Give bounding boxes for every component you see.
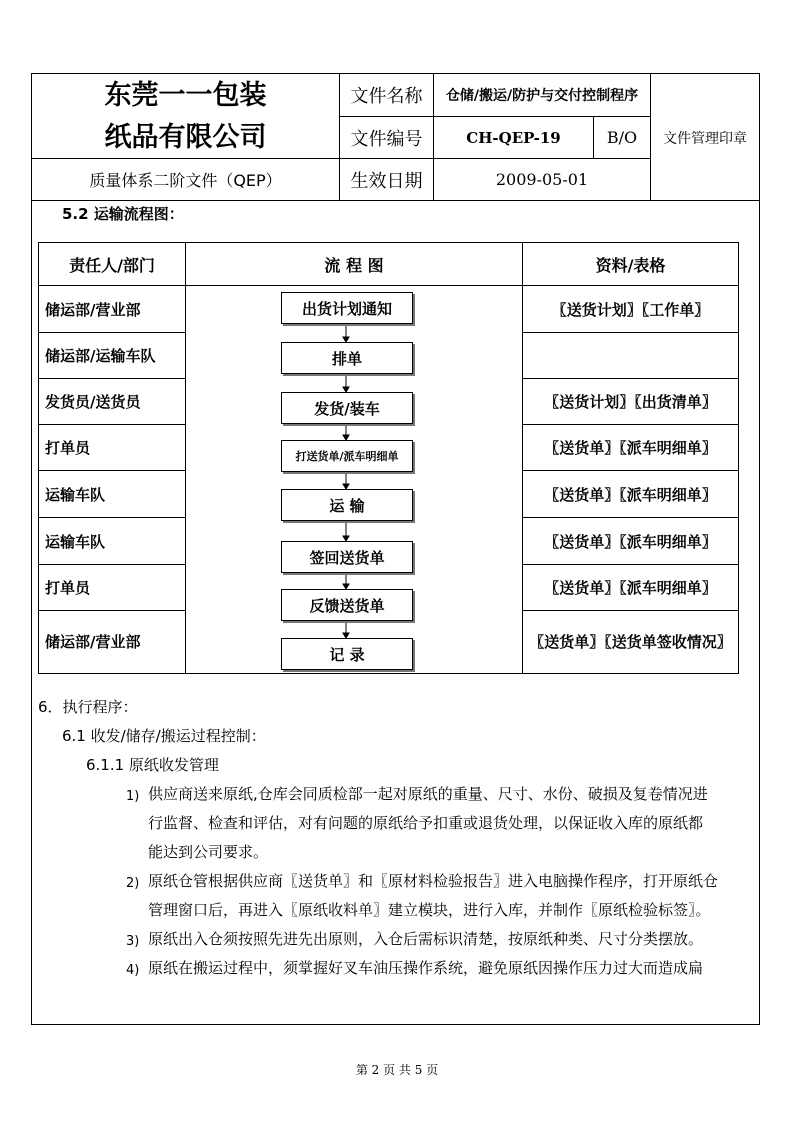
form-cell: 〖送货计划〗〖工作单〗: [551, 300, 710, 319]
flow-step-box: 记 录: [281, 638, 413, 670]
list-item-text: 管理窗口后，再进入〖原纸收料单〗建立模块，进行入库，并制作〖原纸检验标签〗。: [148, 901, 711, 919]
list-item-number: 1): [126, 789, 140, 804]
form-cell: 〖送货计划〗〖出货清单〗: [544, 393, 717, 411]
list-item-text: 供应商送来原纸,仓库会同质检部一起对原纸的重量、尺寸、水份、破损及复卷情况进: [148, 785, 708, 803]
list-item-number: 4): [126, 963, 140, 978]
list-item-text: 原纸在搬运过程中，须掌握好叉车油压操作系统，避免原纸因操作压力过大而造成扁: [148, 959, 704, 977]
list-item-text: 行监督、检查和评估，对有问题的原纸给予扣重或退货处理，以保证收入库的原纸都: [148, 814, 704, 832]
dept-cell: 发货员/送货员: [45, 393, 141, 411]
doc-no-value: CH-QEP-19: [466, 128, 561, 147]
doc-no-label: 文件编号: [350, 128, 423, 150]
form-cell: 〖送货单〗〖派车明细单〗: [544, 579, 717, 597]
list-item-text: 原纸出入仓须按照先进先出原则，入仓后需标识清楚，按原纸种类、尺寸分类摆放。: [148, 930, 704, 948]
col-header-flow: 流 程 图: [324, 255, 384, 275]
flow-step-box: 发货/装车: [281, 392, 413, 424]
form-cell: 〖送货单〗〖派车明细单〗: [544, 485, 717, 504]
form-cell: [523, 333, 738, 378]
company-name-line2: 纸品有限公司: [104, 122, 267, 153]
dept-cell: 运输车队: [45, 485, 106, 504]
flow-step-box: 打送货单/派车明细单: [281, 440, 413, 472]
dept-cell: 储运部/营业部: [45, 300, 141, 319]
flow-step-box: 运 输: [281, 489, 413, 521]
form-cell: 〖送货单〗〖派车明细单〗: [544, 439, 717, 457]
flow-step-box: 出货计划通知: [281, 292, 413, 324]
section-6-1-title: 6.1 收发/储存/搬运过程控制：: [62, 727, 266, 745]
form-cell: 〖送货单〗〖送货单签收情况〗: [529, 633, 732, 651]
dept-cell: 打单员: [45, 579, 91, 597]
effective-date-value: 2009-05-01: [495, 170, 589, 189]
dept-cell: 打单员: [45, 439, 91, 457]
version: B/O: [606, 128, 638, 147]
section-5-2-title: 5.2 运输流程图：: [62, 205, 184, 223]
list-item-text: 能达到公司要求。: [148, 843, 269, 861]
list-item-text: 原纸仓管根据供应商〖送货单〗和〖原材料检验报告〗进入电脑操作程序，打开原纸仓: [148, 872, 719, 890]
doc-name-label: 文件名称: [350, 86, 423, 107]
stamp-label: 文件管理印章: [663, 130, 747, 147]
form-cell: 〖送货单〗〖派车明细单〗: [544, 532, 717, 551]
list-item-number: 3): [126, 934, 140, 949]
doc-level: 质量体系二阶文件（QEP）: [89, 171, 282, 190]
page-number: 第 2 页 共 5 页: [355, 1063, 439, 1077]
col-header-forms: 资料/表格: [595, 255, 666, 275]
effective-date-label: 生效日期: [350, 170, 423, 192]
flow-step-box: 签回送货单: [281, 541, 413, 573]
section-6-title: 6．执行程序：: [38, 698, 138, 716]
flow-step-box: 反馈送货单: [281, 589, 413, 621]
col-header-dept: 责任人/部门: [69, 255, 155, 275]
section-6-1-1-title: 6.1.1 原纸收发管理: [86, 756, 219, 774]
dept-cell: 运输车队: [45, 532, 106, 551]
dept-cell: 储运部/营业部: [45, 633, 141, 651]
doc-name-value: 仓储/搬运/防护与交付控制程序: [445, 88, 639, 104]
flow-step-box: 排单: [281, 342, 413, 374]
company-name-line1: 东莞一一包装: [104, 80, 267, 111]
list-item-number: 2): [126, 876, 140, 891]
dept-cell: 储运部/运输车队: [45, 347, 156, 365]
